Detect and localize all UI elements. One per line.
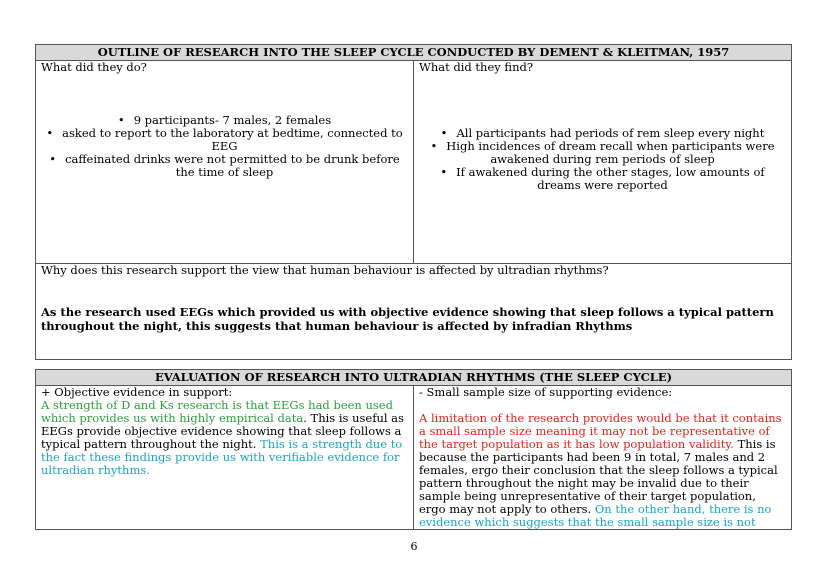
right-black-text: This is because the participants had been 9 in total, 7 males and 2 females, ergo their conclusion that the sleep follows a typical pattern throughout the night may be invalid due to their sample being unrepresentative of their target population, ergo may not apply to others. (419, 437, 778, 516)
right-cyan-text: On the other hand, there is no evidence which suggests that the small sample size is not (419, 502, 772, 529)
right-red-text: A limitation of the research provides would be that it contains a small sample size meaning it may not be representative of the target population as it has low population validity. (419, 411, 782, 451)
left-heading: + Objective evidence in support: (41, 385, 233, 399)
list-item: • 9 participants- 7 males, 2 females (41, 114, 408, 127)
list-item: • All participants had periods of rem sleep every night (419, 127, 786, 140)
what-did-they-find-cell (414, 61, 792, 264)
outline-table (35, 44, 792, 360)
list-item: • High incidences of dream recall when participants were awakened during rem periods of sleep (419, 140, 786, 166)
outline-header: OUTLINE OF RESEARCH INTO THE SLEEP CYCLE CONDUCTED BY DEMENT & KLEITMAN, 1957 (36, 45, 792, 61)
evaluation-left-cell (36, 386, 414, 530)
left-black-text: . This is useful as EEGs provide objective evidence showing that sleep follows a typical pattern throughout the night. (41, 411, 404, 451)
evaluation-header: EVALUATION OF RESEARCH INTO ULTRADIAN RHYTHMS (THE SLEEP CYCLE) (36, 370, 792, 386)
why-question: Why does this research support the view that human behaviour is affected by ultradian rhythms? (41, 263, 609, 277)
find-question: What did they find? (419, 60, 534, 74)
evaluation-right-cell (414, 386, 792, 530)
why-answer: As the research used EEGs which provided us with objective evidence showing that sleep follows a typical pattern throughout the night, this suggests that human behaviour is affected by infradian Rhythms (41, 305, 774, 333)
left-cyan-text: This is a strength due to the fact these findings provide us with verifiable evidence for ultradian rhythms. (41, 437, 403, 477)
left-paragraph (41, 399, 408, 477)
list-item: • caffeinated drinks were not permitted to be drunk before the time of sleep (41, 153, 408, 179)
evaluation-table (35, 369, 792, 530)
list-item: • If awakened during the other stages, low amounts of dreams were reported (419, 166, 786, 192)
do-question: What did they do? (41, 60, 147, 74)
right-heading: - Small sample size of supporting evidence: (419, 385, 673, 399)
left-green-text: A strength of D and Ks research is that EEGs had been used which provides us with highly empirical data (41, 398, 393, 425)
find-list (419, 127, 786, 192)
list-item: • asked to report to the laboratory at bedtime, connected to EEG (41, 127, 408, 153)
page-number: 6 (410, 540, 418, 553)
do-list (41, 114, 408, 179)
what-did-they-do-cell (36, 61, 414, 264)
why-cell (36, 264, 792, 360)
right-paragraph (419, 412, 786, 529)
